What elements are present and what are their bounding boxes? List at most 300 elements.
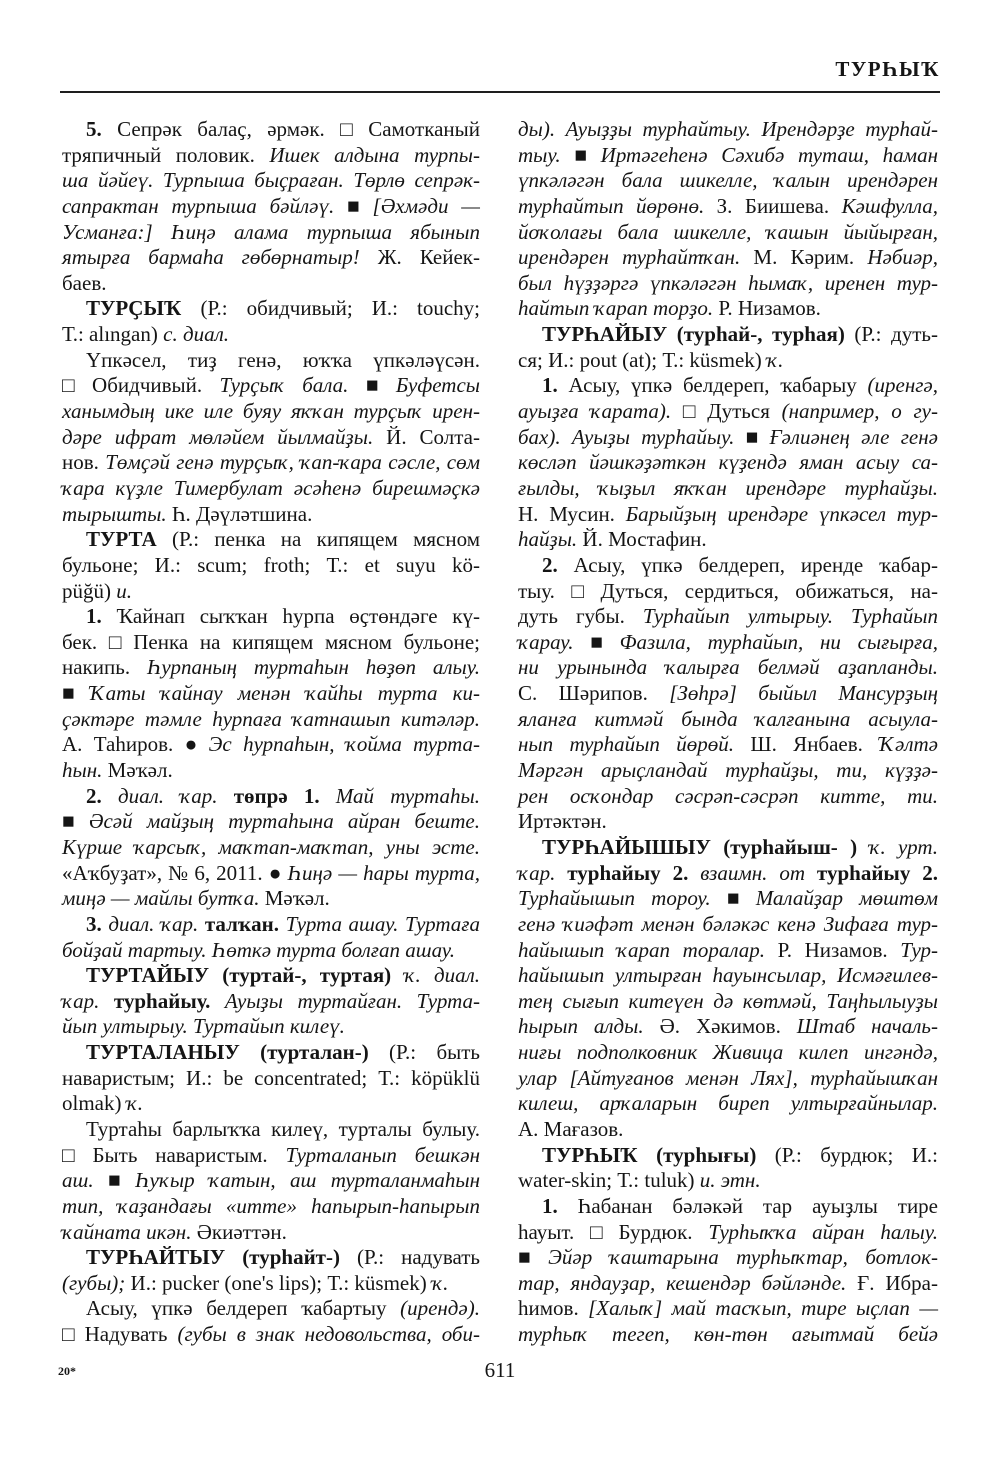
text-line-content (518, 1168, 761, 1194)
text-line (518, 502, 938, 528)
text-line-content (518, 604, 938, 630)
text-run: ТУРҪЫҠ (86, 296, 182, 321)
text-line-content (518, 579, 938, 605)
text-line-content (62, 1014, 345, 1040)
text-line (518, 1271, 938, 1297)
text-line (518, 1322, 938, 1348)
text-run: Ҡаты ҡайнау менән ҡайһы турта ки- (89, 681, 480, 706)
text-line (518, 835, 938, 861)
text-run: взаимн. от (700, 860, 817, 885)
text-run: Асыу, үпкә белдереп, иренде ҡабар- (557, 552, 938, 577)
text-line-content (86, 296, 480, 322)
text-run: рен осҡондар сәсрәп-сәсрәп китте, ти. (518, 783, 938, 808)
text-run: [Зөһрә] быйыл Мансурҙың (669, 681, 938, 706)
text-line (62, 399, 480, 425)
text-line-content (62, 835, 480, 861)
dictionary-paragraph (518, 835, 938, 1143)
text-run: тар, яндауҙар, кешендәр бәйләнде. (518, 1270, 858, 1295)
text-run (391, 963, 404, 987)
dictionary-paragraph (62, 1117, 480, 1245)
text-run: Һабанан бәләкәй тар ауыҙлы тире (557, 1193, 938, 1218)
text-line-content (62, 373, 480, 399)
text-line (518, 938, 938, 964)
text-line-content (518, 1296, 938, 1322)
text-line (518, 758, 938, 784)
text-run: Ҡәлтә (879, 732, 938, 757)
text-line-content (86, 1040, 480, 1066)
signature-mark: 20* (58, 1364, 76, 1378)
text-line-content (542, 835, 938, 861)
text-run: ТУРҺАЙТЫУ (86, 1245, 226, 1270)
text-line-content (62, 143, 480, 169)
text-run: турһайыу. (113, 988, 211, 1013)
text-line (62, 886, 480, 912)
text-run: дәре ифрат мөләйем йылмайҙы. (62, 424, 387, 449)
text-run: ■ (365, 373, 396, 398)
text-run: йып ултырыу. Туртайып килеү. (62, 1014, 345, 1039)
text-run: 2. (86, 783, 102, 808)
text-run: һайтып ҡарап торҙо. (518, 296, 719, 321)
text-line (518, 168, 938, 194)
text-run: ТУРҺЫҠ (542, 1142, 638, 1167)
text-run: Турһайып ултырыу. Турһайып (642, 604, 938, 629)
text-line-content (62, 630, 480, 656)
text-run: ҡ. (767, 347, 784, 372)
text-run: (Р.: бурдюк; И.: (756, 1142, 938, 1167)
text-run: и. этн. (699, 1168, 761, 1193)
text-line (62, 245, 480, 271)
text-line (518, 732, 938, 758)
text-run: һырып алды. (518, 1014, 660, 1039)
text-line (62, 809, 480, 835)
text-run: □ Обидчивый. (62, 373, 220, 398)
text-run: Сепрәк балаҫ, әрмәк. □ Самотканый (101, 117, 480, 141)
text-run: турһайыу 2. (567, 860, 689, 885)
text-run: «Аҡбуҙат», № 6, 2011. ● (62, 860, 288, 885)
text-run: С. Шәрипов. (518, 681, 670, 706)
text-run: Турһыҡҡа айран һалыу. (708, 1219, 938, 1244)
text-line (518, 1220, 938, 1246)
text-run: турһыҡ тегеп, көн-төн ағытмай бейә (518, 1322, 938, 1347)
text-run: көсләп йәшкәҙәткән күҙендә яман асыу са- (518, 450, 938, 475)
text-run: и. (116, 578, 132, 603)
text-line-content (62, 655, 480, 681)
dictionary-paragraph (62, 1296, 480, 1347)
text-run: һайышып ҡарап торалар. (518, 937, 778, 962)
text-line-content (518, 117, 938, 143)
text-line (518, 630, 938, 656)
text-run: яланға китмәй бында ҡалғанына асыула- (518, 706, 938, 731)
text-run: ша йәйеү. Турпыша быҫраған. Төрлө сепрәк- (62, 168, 480, 193)
text-line-content (86, 527, 480, 553)
text-line (518, 604, 938, 630)
text-line-content (518, 476, 938, 502)
text-line-content (62, 168, 480, 194)
text-run: olmak) (62, 1091, 127, 1116)
text-run: ■ (347, 193, 373, 218)
text-run: һимов. (518, 1296, 589, 1321)
text-line (62, 604, 480, 630)
text-run: ғылды, ҡыҙыл яҡҡан ирендәре турһайҙы. (518, 475, 938, 500)
text-line-content (62, 1066, 480, 1092)
text-run: Малайҙар мөштөм (755, 886, 938, 911)
text-line-content (518, 758, 938, 784)
text-run: турһайыу 2. (816, 860, 938, 885)
text-line-content (518, 1220, 938, 1246)
text-run: (туртай-, туртая) (222, 963, 392, 988)
text-run: ТУРҺАЙЫШЫУ (542, 834, 711, 859)
text-line (62, 1091, 480, 1117)
text-run: миңә — майлы бутҡа. (62, 886, 265, 911)
text-line (518, 579, 938, 605)
text-run: Күрше ҡарсыҡ, маҡтап-маҡтап, уны эсте. (62, 834, 480, 859)
text-line (518, 655, 938, 681)
text-line (62, 630, 480, 656)
text-line-content (542, 1194, 938, 1220)
text-run: Т.: alıngan) (62, 322, 164, 347)
text-line (518, 681, 938, 707)
text-run: Ғ. Ибра- (857, 1270, 938, 1295)
text-line-content (518, 861, 938, 887)
text-run: Иртәгеһенә Сәхибә туташ, һаман (600, 142, 938, 167)
text-run: Ишек алдына турпы- (269, 142, 480, 167)
text-run: (иренгә, (867, 373, 938, 398)
text-line (518, 707, 938, 733)
text-line-content (518, 732, 938, 758)
text-run: Барыйҙың ирендәре үпкәсел тур- (625, 501, 938, 526)
text-run: Һ. Дәүләтшина. (171, 501, 313, 526)
text-run: А. Таһиров. ● (62, 732, 209, 757)
text-line-content (518, 1066, 938, 1092)
text-line (62, 938, 480, 964)
text-line (62, 707, 480, 733)
text-run: тип, ҡаҙандағы «итте» һапырып-һапырып (62, 1193, 480, 1218)
text-run: Май туртаһы. (335, 783, 480, 808)
text-line-content (62, 809, 480, 835)
text-run: Мәҡәл. (107, 758, 173, 783)
text-run: ҡарау. (518, 629, 591, 654)
text-line-content (518, 630, 938, 656)
text-run: с. диал. (163, 322, 229, 347)
text-run: ҡара күҙле Тимербулат әсәһенә бирешмәҫкә (62, 475, 480, 500)
text-line (62, 117, 480, 143)
text-run: төпрә 1. (233, 783, 320, 808)
text-run: һын. (62, 758, 108, 783)
text-line-content (62, 1271, 448, 1297)
text-line (518, 373, 938, 399)
text-run: ниғы подполковник Живица килеп ингәндә, (518, 1040, 938, 1065)
text-run: Турталанып бешкән (285, 1142, 480, 1167)
text-run: ■ (62, 809, 89, 834)
text-run: килеш, арҡаларын биреп ултырғайнылар. (518, 1091, 938, 1116)
text-run: наваристым; И.: be concentrated; Т.: köpüklü (62, 1065, 480, 1090)
dictionary-paragraph (62, 912, 480, 963)
text-line (62, 502, 480, 528)
page-number: 611 (484, 1358, 516, 1382)
text-line-content (542, 553, 938, 579)
text-line (518, 117, 938, 143)
text-run: сапрактан турпыша бәйләү. (62, 193, 348, 218)
text-run: тең сығып китеүен дә көтмәй, Таңһылыуҙы (518, 988, 938, 1013)
text-line-content (62, 579, 132, 605)
text-line-content (518, 502, 938, 528)
text-run: Әсәй майҙың туртаһына айран беште. (88, 809, 480, 834)
text-run: Й. Мостафин. (582, 527, 707, 552)
text-line-content (518, 1040, 938, 1066)
text-run: ҫәктәре тәмле һурпаға ҡатнашып китәләр. (62, 706, 480, 731)
text-run: бах). Ауыҙы турһайыу. (518, 424, 746, 449)
text-run: бульоне; И.: scum; froth; Т.: et suyu kö- (62, 552, 480, 577)
text-run: (турһығы) (656, 1142, 757, 1167)
text-line-content (62, 989, 480, 1015)
text-line (518, 476, 938, 502)
text-line (518, 425, 938, 451)
text-run (688, 861, 700, 885)
text-line (62, 1040, 480, 1066)
text-line (62, 963, 480, 989)
text-run: Турһайышып тороу. (518, 886, 727, 911)
dictionary-paragraph (62, 1040, 480, 1117)
text-line (62, 1143, 480, 1169)
text-run: ■ (518, 1245, 549, 1270)
text-line-content (518, 245, 938, 271)
text-run: 1. (86, 604, 102, 629)
text-run: 3. (86, 911, 102, 936)
text-run: Тур- (900, 937, 938, 962)
text-run: Фазила, турһайып, ни сығырға, (619, 629, 938, 654)
text-line (62, 1271, 480, 1297)
text-line-content (62, 399, 480, 425)
text-line-content (518, 989, 938, 1015)
text-run: диал. ҡар. (117, 783, 234, 808)
text-run: ТУРҺАЙЫУ (542, 322, 668, 347)
text-run: ■ (590, 629, 620, 654)
dictionary-paragraph (62, 1245, 480, 1296)
text-run: Усманға:] Һиңә алама турпыша ябынып (62, 219, 480, 244)
text-line-content (518, 527, 707, 553)
text-run: аш. (62, 1168, 108, 1193)
text-line (518, 271, 938, 297)
text-line (518, 886, 938, 912)
text-line (62, 1066, 480, 1092)
text-line-content (62, 1194, 480, 1220)
text-run: ТУРТА (86, 527, 157, 552)
text-run (240, 1040, 260, 1064)
text-run: (губы в знак недовольства, оби- (177, 1322, 480, 1347)
text-run: Мәҡәл. (264, 886, 330, 911)
text-run: бойҙай тартыу. Һөткә турта болғап ашау. (62, 937, 456, 962)
text-run: (турһай-, турһая) (676, 322, 845, 347)
text-line-content (62, 732, 480, 758)
text-line (62, 1220, 480, 1246)
text-run: йоҡолағы бала шикелле, ҡашын йыйырған, (518, 219, 938, 244)
text-line-content (86, 604, 480, 630)
text-line (518, 296, 938, 322)
text-line (62, 579, 480, 605)
text-run: Асыу, үпкә белдереп, ҡабарыу (557, 373, 868, 398)
text-line-content (518, 1245, 938, 1271)
text-run: (Р.: дуть- (844, 322, 938, 347)
text-line-content (518, 655, 938, 681)
text-line (62, 425, 480, 451)
text-line-content (62, 938, 455, 964)
text-run: накипь. (62, 655, 147, 680)
text-run: баев. (62, 270, 107, 295)
text-run: дуть губы. (518, 604, 643, 629)
text-run: тряпичный половик. (62, 142, 270, 167)
text-run: генә ҡиәфәт менән бәләкәс кенә Зифаға тур- (518, 911, 938, 936)
text-run: ТУРТАЙЫУ (86, 963, 209, 988)
text-run: ■ (726, 886, 756, 911)
text-line (62, 655, 480, 681)
text-run: (турһайыш- ) (723, 834, 858, 859)
text-line-content (62, 502, 312, 528)
text-line-content (86, 912, 480, 938)
text-line-content (542, 322, 938, 348)
text-line-content (518, 886, 938, 912)
text-run (102, 784, 118, 808)
text-run: püğü) (62, 578, 117, 603)
text-line (518, 1143, 938, 1169)
text-run: Асыу, үпкә белдереп ҡабартыу (86, 1296, 401, 1321)
text-line-content (62, 553, 480, 579)
text-line-content (518, 912, 938, 938)
text-line-content (62, 1220, 287, 1246)
text-line (62, 681, 480, 707)
text-line-content (62, 758, 173, 784)
text-line (62, 450, 480, 476)
text-line (518, 1117, 938, 1143)
text-line (62, 553, 480, 579)
text-line-content (518, 450, 938, 476)
dictionary-paragraph (62, 527, 480, 604)
text-line-content (62, 1168, 480, 1194)
column-left (62, 117, 480, 1348)
text-line-content (86, 348, 480, 374)
text-run: (губы); (62, 1270, 126, 1295)
text-line (62, 194, 480, 220)
text-line (518, 1040, 938, 1066)
text-run: диал. ҡар. (108, 911, 205, 936)
text-run: ни урынында ҡалырға белмәй аҙапланды. (518, 655, 938, 680)
text-run: Буфетсы (395, 373, 480, 398)
text-run: ■ (107, 1168, 136, 1193)
text-line-content (518, 348, 783, 374)
text-run: талҡан. (204, 911, 280, 936)
text-run: 2. (542, 552, 558, 577)
text-line (62, 168, 480, 194)
text-run: Иртәктән. (518, 809, 607, 834)
text-run: улар [Айтуғанов менән Лях], турһайышҡан (518, 1065, 938, 1090)
text-line-content (518, 143, 938, 169)
text-run: Әкиәттән. (196, 1219, 287, 1244)
text-run: Мәргән арыҫландай турһайҙы, ти, күҙҙә- (518, 758, 938, 783)
text-line (518, 784, 938, 810)
text-run: Штаб началь- (796, 1014, 938, 1039)
text-line-content (518, 1091, 938, 1117)
text-run: (ирендә). (400, 1296, 480, 1321)
text-line-content (62, 707, 480, 733)
text-line-content (518, 681, 938, 707)
text-run: Ауыҙы туртайған. Турта- (224, 988, 480, 1013)
text-line-content (518, 425, 938, 451)
text-run: Туртаһы барлыҡҡа килеү, турталы булыу. (86, 1116, 480, 1141)
text-run: water-skin; Т.: tuluk) (518, 1168, 700, 1193)
text-line (518, 809, 938, 835)
text-run: А. Мағазов. (518, 1116, 624, 1141)
text-line (62, 1168, 480, 1194)
text-run: ҡ. диал. (404, 963, 480, 988)
text-line (62, 989, 480, 1015)
text-line-content (62, 271, 107, 297)
text-run: 1. (542, 373, 558, 398)
text-run: Р. Низамов. (777, 937, 901, 962)
text-line (518, 450, 938, 476)
text-line (518, 1296, 938, 1322)
text-run: Һуҡыр ҡатын, аш турталанмаһын (135, 1168, 481, 1193)
text-line (518, 963, 938, 989)
text-line-content (518, 296, 821, 322)
text-line (62, 1117, 480, 1143)
text-line-content (86, 117, 480, 143)
text-line-content (86, 963, 480, 989)
text-run: Нәбиәр, (867, 245, 938, 270)
text-line (518, 245, 938, 271)
text-line (518, 220, 938, 246)
text-run: (турһайт-) (242, 1245, 340, 1270)
text-run: ҡайната икән. (62, 1219, 197, 1244)
text-run (667, 322, 677, 346)
text-run: ҡар. (518, 860, 568, 885)
text-line-content (518, 194, 938, 220)
text-run: 1. (542, 1193, 558, 1218)
text-line (518, 912, 938, 938)
dictionary-paragraph (518, 117, 938, 322)
text-line-content (62, 1322, 480, 1348)
text-line-content (518, 1271, 938, 1297)
text-run: был һүҙҙәргә үпкәләгән һымаҡ, иренен тур- (518, 270, 938, 295)
text-line-content (62, 861, 480, 887)
text-line-content (518, 938, 938, 964)
text-line-content (518, 168, 938, 194)
text-run (209, 963, 222, 987)
text-line (62, 1245, 480, 1271)
text-line-content (62, 220, 480, 246)
text-line-content (542, 373, 938, 399)
text-line (62, 476, 480, 502)
text-line (62, 732, 480, 758)
text-run: ҡар. (62, 988, 114, 1013)
text-line-content (62, 425, 480, 451)
text-run (320, 784, 336, 808)
text-line-content (62, 886, 330, 912)
text-line (62, 758, 480, 784)
text-line-content (542, 1143, 938, 1169)
text-line (62, 861, 480, 887)
text-line (62, 527, 480, 553)
text-run: Эйәр ҡаштарына турһыҡтар, ботлок- (548, 1245, 938, 1270)
text-line (518, 1066, 938, 1092)
text-run: Һурпаның туртаһын һөҙөп алыу. (146, 655, 480, 680)
dictionary-paragraph (62, 784, 480, 912)
text-run: ханымдың ике иле буяу яҡҡан турҫыҡ ирен- (62, 399, 480, 424)
text-line (62, 271, 480, 297)
running-head: ТУРҺЫҠ (835, 57, 940, 81)
text-line (62, 220, 480, 246)
text-run: □ Дуться (671, 399, 782, 424)
text-run: ■ (745, 424, 770, 449)
text-line-content (86, 784, 480, 810)
